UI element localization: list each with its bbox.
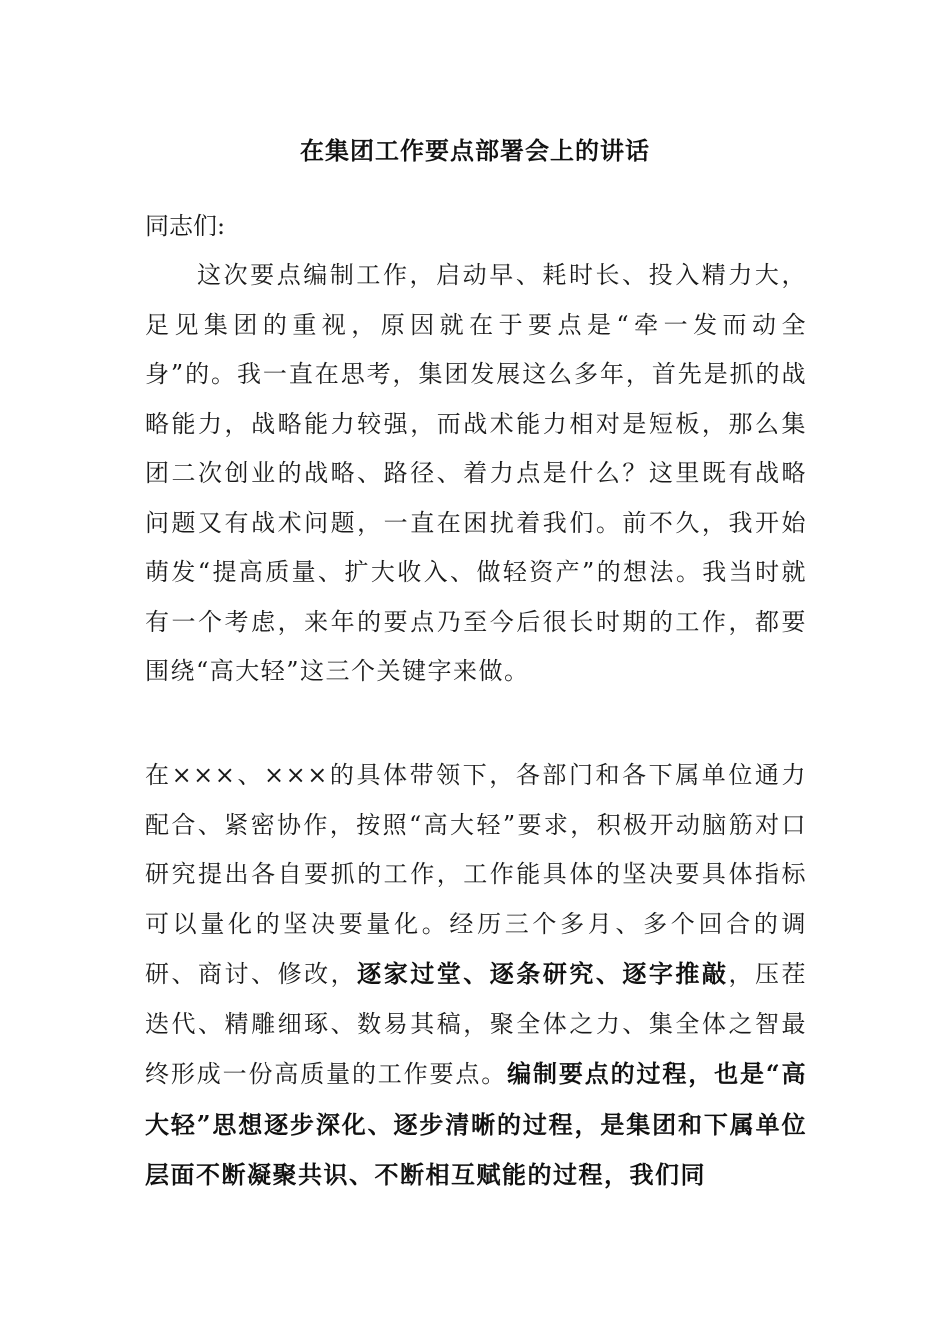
paragraph-2-text-continued: ，压茬迭代、精雕细琢、数易其稿，聚全体之力、集全体之智最终形成一份高质量的工作要点。 bbox=[145, 960, 808, 1088]
paragraph-2-text: 在×××、×××的具体带领下，各部门和各下属单位通力配合、紧密协作，按照“高大轻”要求，积极开动脑筋对口研究提出各自要抓的工作，工作能具体的坚决要具体指标可以量化的坚决要量化。经历三个多月、多个回合的调研、商讨、修改， bbox=[145, 761, 807, 988]
salutation: 同志们: bbox=[145, 212, 226, 240]
document-title: 在集团工作要点部署会上的讲话 bbox=[300, 136, 650, 165]
paragraph-2-bold-conclusion: 编制要点的过程，也是“高大轻”思想逐步深化、逐步清晰的过程，是集团和下属单位层面不断凝聚共识、不断相互赋能的过程，我们同 bbox=[145, 1059, 808, 1189]
paragraph-2-emphasis: 逐家过堂、逐条研究、逐字推敲 bbox=[357, 959, 729, 988]
paragraph-1: 这次要点编制工作，启动早、耗时长、投入精力大，足见集团的重视，原因就在于要点是“牵一发而动全身”的。我一直在思考，集团发展这么多年，首先是抓的战略能力，战略能力较强，而战术能力相对是短板，那么集团二次创业的战略、路径、着力点是什么？这里既有战略问题又有战术问题，一直在困扰着我们。前不久，我开始萌发“提高质量、扩大收入、做轻资产”的想法。我当时就有一个考虑，来年的要点乃至今后很长时期的工作，都要围绕“高大轻”这三个关键字来做。 bbox=[145, 261, 807, 685]
paragraph-2 bbox=[145, 751, 807, 1201]
